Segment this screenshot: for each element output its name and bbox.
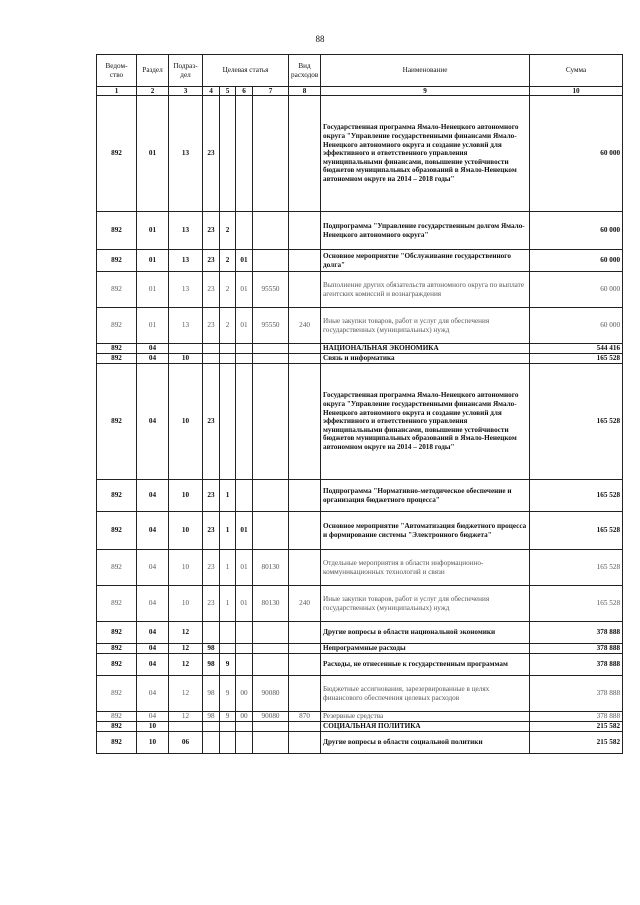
cell-summa: 378 888 xyxy=(530,676,623,712)
table-row xyxy=(97,354,623,364)
table-row xyxy=(97,344,623,354)
cell-c6 xyxy=(236,644,253,654)
cell-summa: 60 000 xyxy=(530,96,623,212)
cell-c2: 04 xyxy=(137,676,169,712)
cell-c7 xyxy=(253,654,289,676)
column-number: 5 xyxy=(220,87,236,96)
cell-naimenovanie: Иные закупки товаров, работ и услуг для обеспечения государственных (муниципальных) нужд xyxy=(321,586,530,622)
cell-c6: 01 xyxy=(236,550,253,586)
cell-naimenovanie: Государственная программа Ямало-Ненецкого автономного округа "Управление государственными финансами Ямало-Ненецкого автономного округа и создание условий для эффективного и ответственного управления муниципальными финансами, повышение устойчивости бюджетов муниципальных образований в Ямало-Ненецком автономном округе на 2014 – 2018 годы" xyxy=(321,96,530,212)
page-number: 88 xyxy=(315,34,325,44)
cell-c5: 2 xyxy=(220,250,236,272)
header-vid-raskhodov: Вид расходов xyxy=(289,55,321,87)
column-number: 10 xyxy=(530,87,623,96)
cell-c4 xyxy=(203,722,220,732)
cell-c8 xyxy=(289,512,321,550)
cell-c1: 892 xyxy=(97,212,137,250)
column-number: 8 xyxy=(289,87,321,96)
header-vedomstvo: Ведом-ство xyxy=(97,55,137,87)
cell-c5 xyxy=(220,722,236,732)
table-body xyxy=(97,96,623,754)
cell-c3: 10 xyxy=(169,480,203,512)
cell-summa: 60 000 xyxy=(530,250,623,272)
cell-naimenovanie: Другие вопросы в области национальной экономики xyxy=(321,622,530,644)
cell-c1: 892 xyxy=(97,272,137,308)
cell-c8 xyxy=(289,250,321,272)
cell-c1: 892 xyxy=(97,354,137,364)
cell-naimenovanie: НАЦИОНАЛЬНАЯ ЭКОНОМИКА xyxy=(321,344,530,354)
cell-summa: 165 528 xyxy=(530,480,623,512)
cell-c4: 98 xyxy=(203,644,220,654)
cell-c3: 12 xyxy=(169,712,203,722)
cell-c5: 2 xyxy=(220,272,236,308)
cell-c4: 98 xyxy=(203,712,220,722)
column-number: 6 xyxy=(236,87,253,96)
cell-c3: 13 xyxy=(169,96,203,212)
cell-c2: 01 xyxy=(137,96,169,212)
cell-summa: 165 528 xyxy=(530,550,623,586)
header-summa: Сумма xyxy=(530,55,623,87)
cell-c4: 23 xyxy=(203,308,220,344)
cell-c8 xyxy=(289,354,321,364)
table-row xyxy=(97,712,623,722)
cell-c8 xyxy=(289,212,321,250)
cell-c6 xyxy=(236,622,253,644)
cell-c2: 04 xyxy=(137,354,169,364)
table-row xyxy=(97,722,623,732)
cell-c4 xyxy=(203,732,220,754)
cell-summa: 378 888 xyxy=(530,622,623,644)
cell-c6: 01 xyxy=(236,308,253,344)
cell-c8 xyxy=(289,644,321,654)
cell-c4 xyxy=(203,354,220,364)
cell-c7 xyxy=(253,212,289,250)
cell-c5 xyxy=(220,732,236,754)
cell-c1: 892 xyxy=(97,732,137,754)
column-number: 2 xyxy=(137,87,169,96)
cell-summa: 378 888 xyxy=(530,654,623,676)
table-row xyxy=(97,550,623,586)
cell-naimenovanie: Государственная программа Ямало-Ненецкого автономного округа "Управление государственными финансами Ямало-Ненецкого автономного округа и создание условий для эффективного и ответственного управления муниципальными финансами, повышение устойчивости бюджетов муниципальных образований в Ямало-Ненецком автономном округе на 2014 – 2018 годы" xyxy=(321,364,530,480)
table-row xyxy=(97,644,623,654)
cell-naimenovanie: Основное мероприятие "Обслуживание государственного долга" xyxy=(321,250,530,272)
cell-c8 xyxy=(289,622,321,644)
cell-c4: 23 xyxy=(203,550,220,586)
cell-c7: 95550 xyxy=(253,272,289,308)
cell-c4 xyxy=(203,622,220,644)
cell-c1: 892 xyxy=(97,512,137,550)
cell-c2: 04 xyxy=(137,654,169,676)
cell-naimenovanie: СОЦИАЛЬНАЯ ПОЛИТИКА xyxy=(321,722,530,732)
cell-c2: 04 xyxy=(137,644,169,654)
cell-c3: 12 xyxy=(169,622,203,644)
cell-c6 xyxy=(236,364,253,480)
cell-naimenovanie: Основное мероприятие "Автоматизация бюджетного процесса и формирование системы "Электронного бюджета" xyxy=(321,512,530,550)
cell-c5 xyxy=(220,644,236,654)
cell-c6 xyxy=(236,654,253,676)
cell-c2: 01 xyxy=(137,250,169,272)
cell-c1: 892 xyxy=(97,480,137,512)
cell-c3: 12 xyxy=(169,644,203,654)
cell-c1: 892 xyxy=(97,586,137,622)
column-number: 9 xyxy=(321,87,530,96)
cell-c8 xyxy=(289,344,321,354)
cell-c6 xyxy=(236,480,253,512)
table-row xyxy=(97,212,623,250)
table-row xyxy=(97,732,623,754)
cell-c3 xyxy=(169,722,203,732)
cell-c2: 10 xyxy=(137,722,169,732)
cell-c7 xyxy=(253,344,289,354)
cell-c4: 23 xyxy=(203,512,220,550)
cell-summa: 165 528 xyxy=(530,586,623,622)
cell-c2: 04 xyxy=(137,622,169,644)
cell-c8: 870 xyxy=(289,712,321,722)
cell-c5 xyxy=(220,622,236,644)
column-number: 4 xyxy=(203,87,220,96)
cell-c5: 1 xyxy=(220,480,236,512)
cell-c8 xyxy=(289,550,321,586)
cell-c7: 90080 xyxy=(253,712,289,722)
cell-c5: 1 xyxy=(220,550,236,586)
budget-table xyxy=(96,54,623,754)
table-row xyxy=(97,622,623,644)
cell-c1: 892 xyxy=(97,722,137,732)
cell-c1: 892 xyxy=(97,96,137,212)
cell-c1: 892 xyxy=(97,654,137,676)
cell-c6: 00 xyxy=(236,712,253,722)
table-row xyxy=(97,250,623,272)
cell-c3: 10 xyxy=(169,354,203,364)
cell-c5 xyxy=(220,354,236,364)
cell-c7: 95550 xyxy=(253,308,289,344)
cell-c8 xyxy=(289,364,321,480)
cell-c4: 23 xyxy=(203,480,220,512)
cell-c2: 01 xyxy=(137,308,169,344)
cell-c6 xyxy=(236,722,253,732)
cell-c7 xyxy=(253,644,289,654)
cell-c2: 01 xyxy=(137,212,169,250)
cell-naimenovanie: Непрограммные расходы xyxy=(321,644,530,654)
cell-c3: 12 xyxy=(169,654,203,676)
cell-c6 xyxy=(236,344,253,354)
cell-c3: 13 xyxy=(169,308,203,344)
cell-c6: 01 xyxy=(236,250,253,272)
cell-c7 xyxy=(253,480,289,512)
cell-c8 xyxy=(289,480,321,512)
cell-c5: 9 xyxy=(220,712,236,722)
cell-c7 xyxy=(253,96,289,212)
table-row xyxy=(97,96,623,212)
cell-summa: 60 000 xyxy=(530,308,623,344)
cell-summa: 165 528 xyxy=(530,354,623,364)
cell-c1: 892 xyxy=(97,364,137,480)
cell-c7: 90080 xyxy=(253,676,289,712)
table-row xyxy=(97,272,623,308)
cell-naimenovanie: Подпрограмма "Управление государственным долгом Ямало-Ненецкого автономного округа" xyxy=(321,212,530,250)
table-row xyxy=(97,364,623,480)
cell-c3: 13 xyxy=(169,212,203,250)
cell-c4: 23 xyxy=(203,272,220,308)
cell-c7: 80130 xyxy=(253,586,289,622)
cell-c2: 04 xyxy=(137,712,169,722)
header-naimenovanie: Наименование xyxy=(321,55,530,87)
cell-c4: 98 xyxy=(203,654,220,676)
cell-c4 xyxy=(203,344,220,354)
cell-naimenovanie: Другие вопросы в области социальной политики xyxy=(321,732,530,754)
cell-c3: 10 xyxy=(169,512,203,550)
cell-naimenovanie: Выполнение других обязательств автономного округа по выплате агентских комиссий и вознаграждения xyxy=(321,272,530,308)
cell-naimenovanie: Резервные средства xyxy=(321,712,530,722)
cell-c3: 10 xyxy=(169,550,203,586)
cell-summa: 215 582 xyxy=(530,722,623,732)
cell-c8 xyxy=(289,722,321,732)
cell-c2: 04 xyxy=(137,344,169,354)
cell-c8 xyxy=(289,676,321,712)
cell-summa: 60 000 xyxy=(530,272,623,308)
cell-c5: 2 xyxy=(220,308,236,344)
cell-c5 xyxy=(220,96,236,212)
cell-naimenovanie: Подпрограмма "Нормативно-методическое обеспечение и организация бюджетного процесса" xyxy=(321,480,530,512)
column-number: 1 xyxy=(97,87,137,96)
cell-summa: 165 528 xyxy=(530,512,623,550)
cell-c1: 892 xyxy=(97,344,137,354)
cell-summa: 165 528 xyxy=(530,364,623,480)
cell-c3: 06 xyxy=(169,732,203,754)
cell-summa: 378 888 xyxy=(530,712,623,722)
cell-c5 xyxy=(220,364,236,480)
cell-c8 xyxy=(289,96,321,212)
cell-c8: 240 xyxy=(289,586,321,622)
cell-c3: 10 xyxy=(169,364,203,480)
cell-c6: 01 xyxy=(236,512,253,550)
cell-c8: 240 xyxy=(289,308,321,344)
cell-c4: 23 xyxy=(203,364,220,480)
cell-c4: 23 xyxy=(203,212,220,250)
cell-c7: 80130 xyxy=(253,550,289,586)
cell-c2: 04 xyxy=(137,586,169,622)
cell-c6: 00 xyxy=(236,676,253,712)
table-row xyxy=(97,480,623,512)
column-number-row xyxy=(97,87,623,96)
cell-c1: 892 xyxy=(97,676,137,712)
cell-naimenovanie: Отдельные мероприятия в области информационно-коммуникационных технологий и связи xyxy=(321,550,530,586)
table-row xyxy=(97,586,623,622)
cell-c1: 892 xyxy=(97,308,137,344)
cell-naimenovanie: Связь и информатика xyxy=(321,354,530,364)
table-row xyxy=(97,308,623,344)
table-row xyxy=(97,512,623,550)
cell-c2: 04 xyxy=(137,550,169,586)
cell-c5 xyxy=(220,344,236,354)
cell-naimenovanie: Расходы, не отнесенные к государственным программам xyxy=(321,654,530,676)
cell-c6 xyxy=(236,732,253,754)
cell-c6 xyxy=(236,354,253,364)
cell-c6 xyxy=(236,212,253,250)
cell-naimenovanie: Иные закупки товаров, работ и услуг для обеспечения государственных (муниципальных) нужд xyxy=(321,308,530,344)
cell-c6 xyxy=(236,96,253,212)
header-celevaya-statya: Целевая статья xyxy=(203,55,289,87)
cell-c3 xyxy=(169,344,203,354)
cell-c1: 892 xyxy=(97,644,137,654)
column-number: 7 xyxy=(253,87,289,96)
cell-c3: 13 xyxy=(169,272,203,308)
table-row xyxy=(97,654,623,676)
cell-c7 xyxy=(253,512,289,550)
cell-c7 xyxy=(253,354,289,364)
cell-summa: 60 000 xyxy=(530,212,623,250)
cell-c2: 01 xyxy=(137,272,169,308)
cell-summa: 544 416 xyxy=(530,344,623,354)
cell-c8 xyxy=(289,732,321,754)
cell-c2: 04 xyxy=(137,512,169,550)
cell-c5: 1 xyxy=(220,512,236,550)
cell-c2: 10 xyxy=(137,732,169,754)
cell-c8 xyxy=(289,272,321,308)
table-row xyxy=(97,676,623,712)
cell-c2: 04 xyxy=(137,364,169,480)
cell-c3: 10 xyxy=(169,586,203,622)
cell-c3: 13 xyxy=(169,250,203,272)
cell-c1: 892 xyxy=(97,712,137,722)
cell-c3: 12 xyxy=(169,676,203,712)
cell-c4: 23 xyxy=(203,96,220,212)
cell-c7 xyxy=(253,722,289,732)
cell-c1: 892 xyxy=(97,250,137,272)
header-razdel: Раздел xyxy=(137,55,169,87)
cell-c4: 23 xyxy=(203,250,220,272)
cell-c7 xyxy=(253,622,289,644)
cell-c1: 892 xyxy=(97,622,137,644)
cell-naimenovanie: Бюджетные ассигнования, зарезервированные в целях финансового обеспечения целевых расходов xyxy=(321,676,530,712)
cell-summa: 215 582 xyxy=(530,732,623,754)
cell-c4: 98 xyxy=(203,676,220,712)
cell-c8 xyxy=(289,654,321,676)
cell-c7 xyxy=(253,250,289,272)
cell-c4: 23 xyxy=(203,586,220,622)
cell-c5: 9 xyxy=(220,676,236,712)
cell-summa: 378 888 xyxy=(530,644,623,654)
cell-c5: 1 xyxy=(220,586,236,622)
cell-c5: 9 xyxy=(220,654,236,676)
cell-c6: 01 xyxy=(236,586,253,622)
column-number: 3 xyxy=(169,87,203,96)
cell-c7 xyxy=(253,364,289,480)
header-podrazdel: Подраз-дел xyxy=(169,55,203,87)
cell-c5: 2 xyxy=(220,212,236,250)
cell-c6: 01 xyxy=(236,272,253,308)
cell-c2: 04 xyxy=(137,480,169,512)
cell-c7 xyxy=(253,732,289,754)
cell-c1: 892 xyxy=(97,550,137,586)
